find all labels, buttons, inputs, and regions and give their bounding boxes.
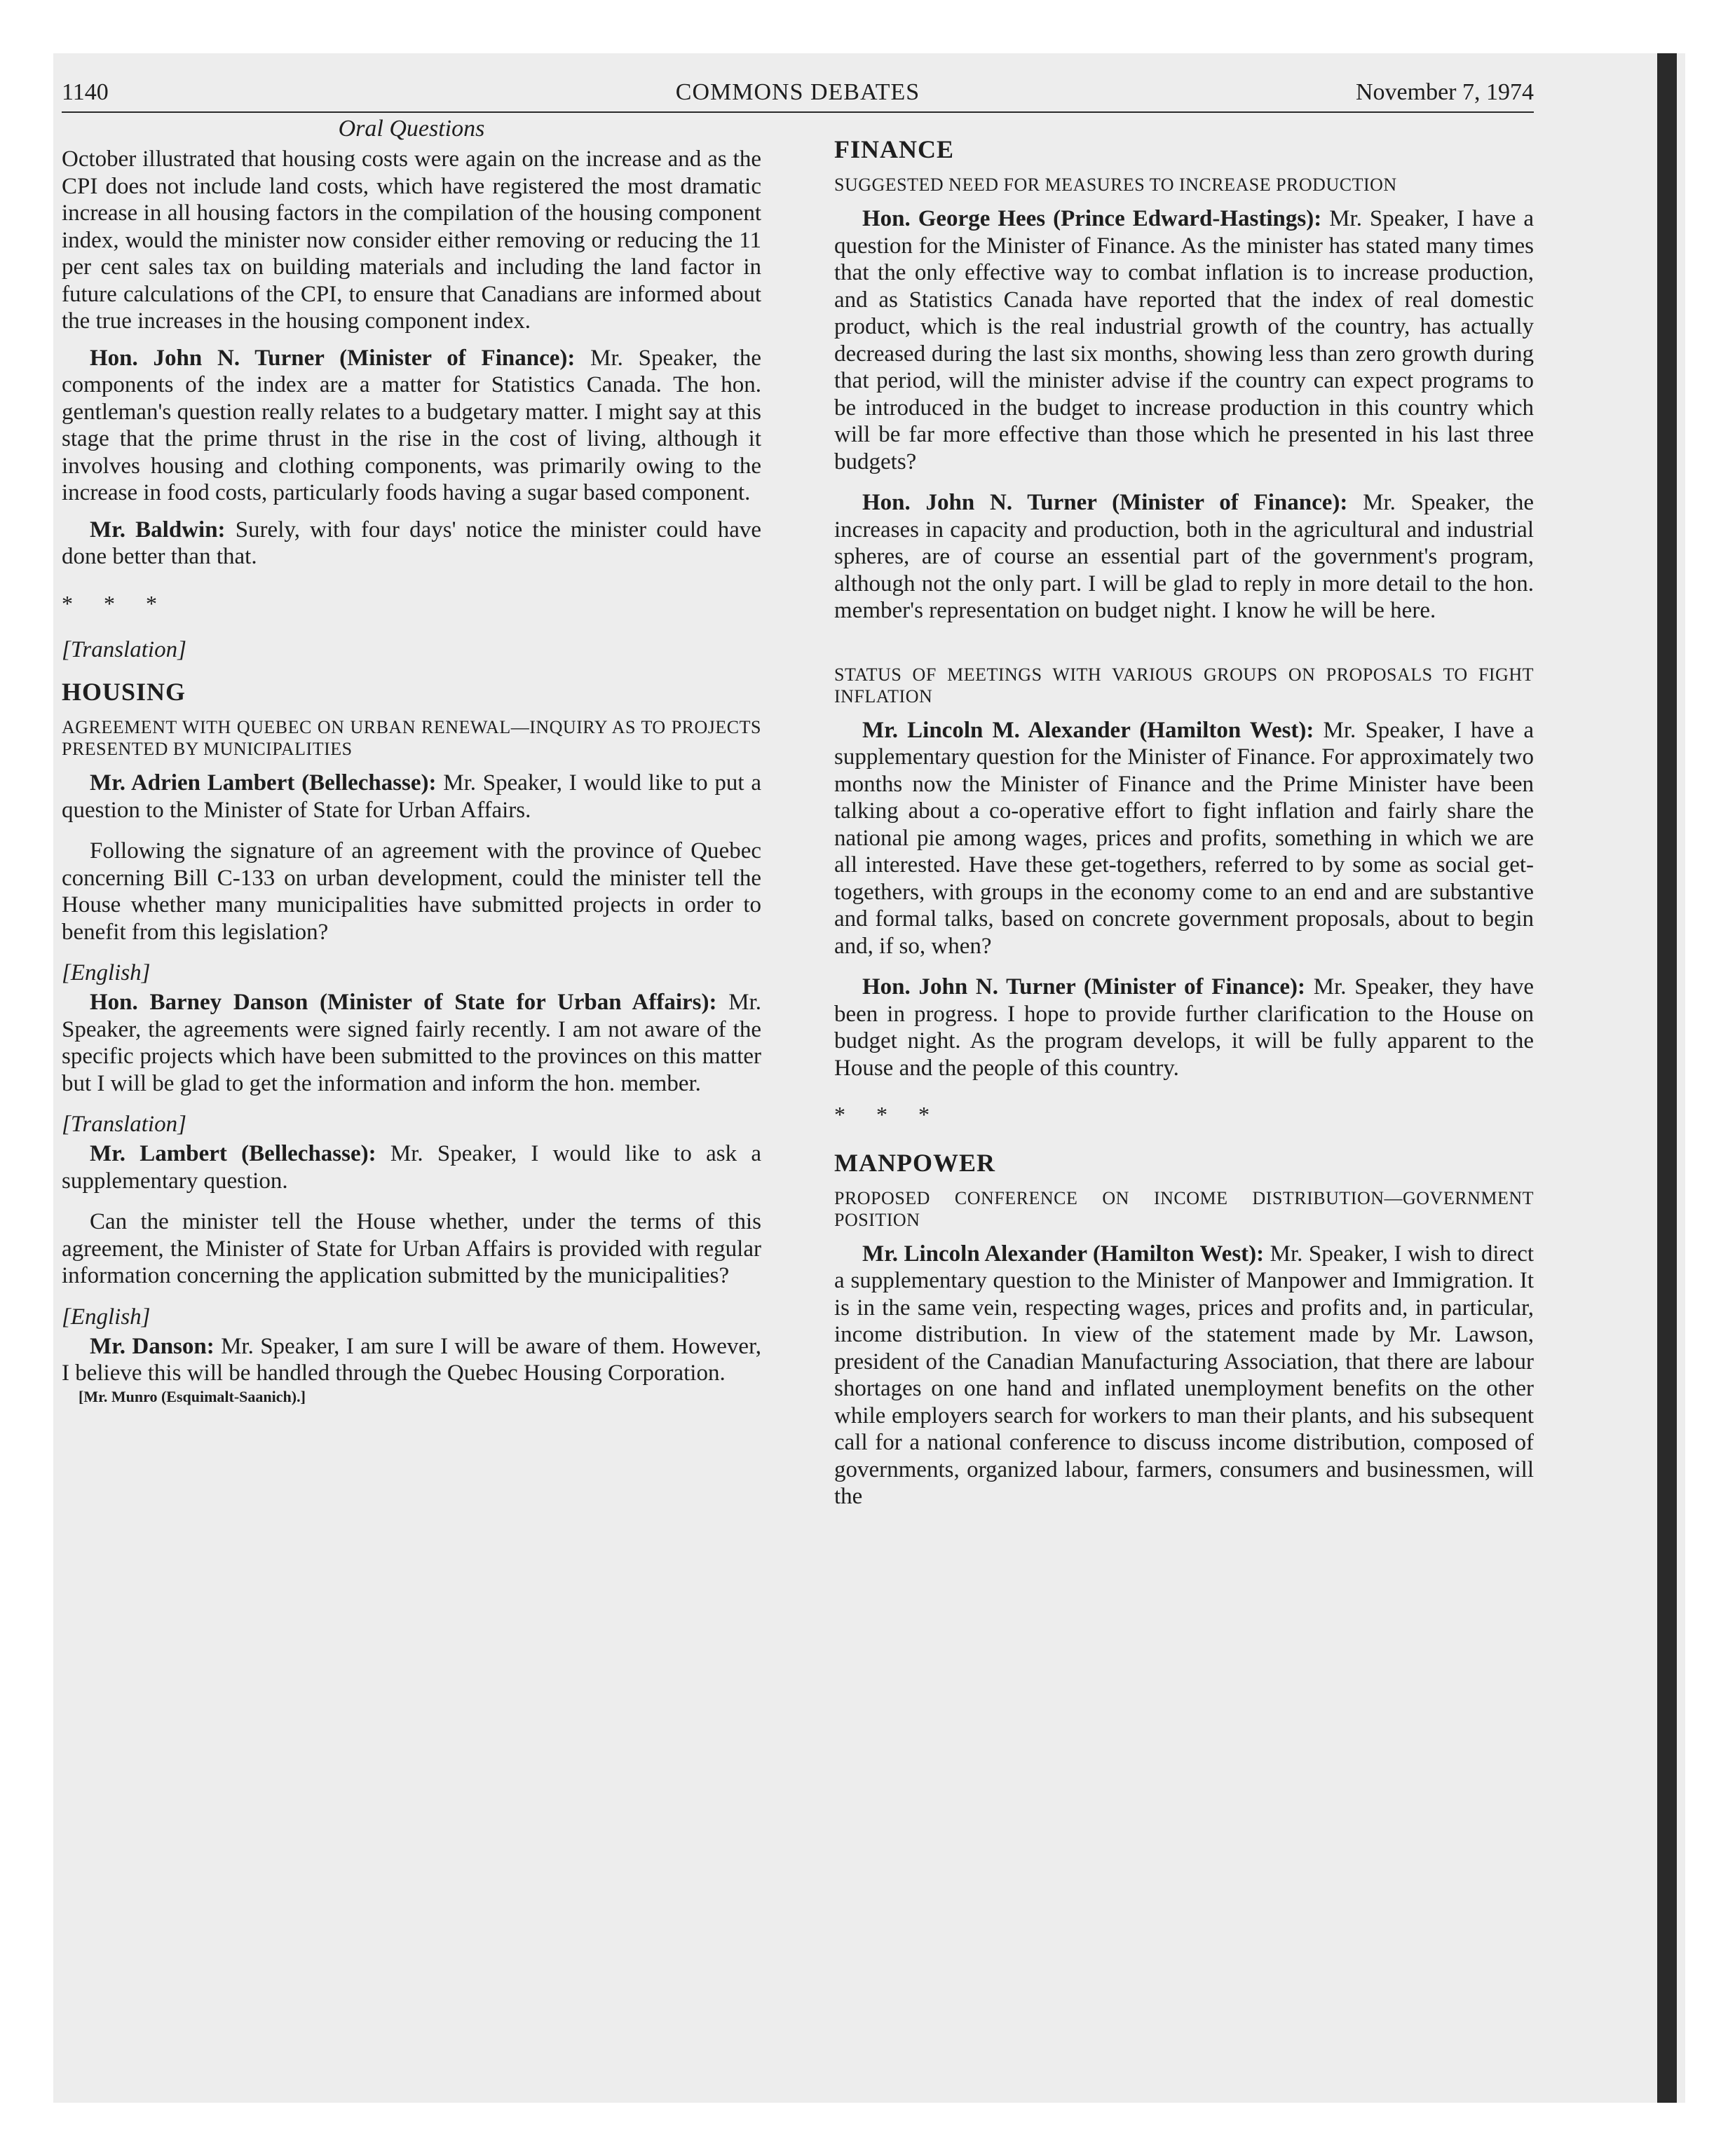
section-subheading: PROPOSED CONFERENCE ON INCOME DISTRIBUTION—GOVERNMENT POSITION	[834, 1187, 1534, 1230]
language-marker: [Translation]	[62, 1112, 186, 1137]
scan-edge-shadow	[1657, 53, 1677, 2103]
paragraph: October illustrated that housing costs were again on the increase and as the CPI does not include land costs, which have registered the most dramatic increase in all housing factors in the compilation of the housing component index, would the minister now consider either removing or reducing the 11 per cent sales tax on building materials and including the land factor in future calculations of the CPI, to ensure that Canadians are informed about the true increases in the housing component index.	[62, 146, 761, 334]
speaker-name: Hon. George Hees (Prince Edward-Hastings):	[862, 206, 1322, 231]
speaker-name: Mr. Adrien Lambert (Bellechasse):	[90, 770, 437, 796]
speaker-name: Mr. Danson:	[90, 1333, 215, 1359]
right-column	[834, 115, 1534, 1510]
speech: Mr. Baldwin: Surely, with four days' notice the minister could have done better than that.	[62, 517, 761, 569]
header-date: November 7, 1974	[1355, 79, 1534, 105]
section-subheading: STATUS OF MEETINGS WITH VARIOUS GROUPS ON PROPOSALS TO FIGHT INFLATION	[834, 664, 1534, 707]
speech: Mr. Adrien Lambert (Bellechasse): Mr. Speaker, I would like to put a question to the Minister of State for Urban Affairs.	[62, 770, 761, 823]
speech: Hon. John N. Turner (Minister of Finance): Mr. Speaker, the increases in capacity and production, both in the agricultural and industrial spheres, are of course an essential part of the government's program, although not the only part. I will be glad to reply in more detail to the hon. member's representation on budget night. I know he will be here.	[834, 490, 1534, 623]
speaker-name: Mr. Lincoln Alexander (Hamilton West):	[862, 1241, 1265, 1267]
paragraph: Following the signature of an agreement with the province of Quebec concerning Bill C-133 on urban development, could the minister tell the House whether many municipalities have submitted projects in order to benefit from this legislation?	[62, 838, 761, 945]
speech: Mr. Lincoln M. Alexander (Hamilton West): Mr. Speaker, I have a supplementary question for the Minister of Finance. For approximately two months now the Minister of Finance and the Prime Minister have been talking about a co-operative effort to fight inflation and fairly share the national pie among wages, prices and profits, something in which we are all interested. Have these get-togethers, referred to by some as social get-togethers, with groups in the economy come to an end and are substantive and formal talks, based on concrete government proposals, about to begin and, if so, when?	[834, 717, 1534, 959]
speaker-name: Hon. John N. Turner (Minister of Finance):	[90, 345, 576, 371]
speech: Mr. Danson: Mr. Speaker, I am sure I will be aware of them. However, I believe this will be handled through the Quebec Housing Corporation.	[62, 1333, 761, 1386]
speaker-name: Hon. John N. Turner (Minister of Finance):	[862, 490, 1348, 515]
speaker-name: Hon. John N. Turner (Minister of Finance):	[862, 974, 1305, 999]
speaker-name: Mr. Lincoln M. Alexander (Hamilton West):	[862, 717, 1314, 743]
speech: Hon. John N. Turner (Minister of Finance): Mr. Speaker, the components of the index are a matter for Statistics Canada. The hon. gentleman's question really relates to a budgetary matter. I might say at this stage that the prime thrust in the rise in the cost of living, although it involves housing and clothing components, was primarily owing to the increase in food costs, particularly foods having a sugar based component.	[62, 345, 761, 505]
speech: Mr. Lambert (Bellechasse): Mr. Speaker, I would like to ask a supplementary question.	[62, 1141, 761, 1194]
footer-note: [Mr. Munro (Esquimalt-Saanich).]	[79, 1387, 306, 1405]
section-heading: MANPOWER	[834, 1148, 995, 1177]
speech: Mr. Lincoln Alexander (Hamilton West): Mr. Speaker, I wish to direct a supplementary question to the Minister of Manpower and Immigration. It is in the same vein, respecting wages, prices and profits and, in particular, income distribution. In view of the statement made by Mr. Lawson, president of the Canadian Manufacturing Association, that there are labour shortages on one hand and inflated unemployment benefits on the other while employers search for workers to man their plants, and his subsequent call for a national conference to discuss income distribution, composed of governments, organized labour, farmers, consumers and businessmen, will the	[834, 1241, 1535, 1509]
speaker-name: Mr. Lambert (Bellechasse):	[90, 1141, 376, 1166]
section-heading: HOUSING	[62, 678, 186, 706]
speech: Hon. George Hees (Prince Edward-Hastings): Mr. Speaker, I have a question for the Minister of Finance. As the minister has stated many times that the only effective way to combat inflation is to increase production, and as Statistics Canada have reported that the index of real domestic product, which is the real industrial growth of the country, has actually decreased during the last six months, showing less than zero growth during that period, will the minister advise if the country can expect programs to be introduced in the budget to increase production in this country which will be far more effective than those which he presented in his last three budgets?	[834, 206, 1534, 475]
speech: Hon. John N. Turner (Minister of Finance): Mr. Speaker, they have been in progress. I hope to provide further clarification to the House on budget night. As the program develops, it will be fully apparent to the House and the people of this country.	[834, 974, 1534, 1081]
header-rule	[62, 111, 1534, 113]
speaker-name: Mr. Baldwin:	[90, 517, 226, 543]
speaker-name: Hon. Barney Danson (Minister of State for Urban Affairs):	[90, 990, 717, 1015]
paragraph: Can the minister tell the House whether, under the terms of this agreement, the Minister of State for Urban Affairs is provided with regular information concerning the application submitted by the municipalities?	[62, 1209, 761, 1288]
section-kicker: Oral Questions	[338, 116, 485, 142]
section-separator: * * *	[62, 590, 170, 616]
section-separator: * * *	[834, 1102, 942, 1127]
language-marker: [English]	[62, 960, 151, 985]
speech: Hon. Barney Danson (Minister of State for Urban Affairs): Mr. Speaker, the agreements were signed fairly recently. I am not aware of the specific projects which have been submitted to the provinces on this matter but I will be glad to get the information and inform the hon. member.	[62, 990, 761, 1096]
page-number: 1140	[62, 79, 109, 105]
language-marker: [English]	[62, 1304, 151, 1330]
left-column	[62, 115, 761, 1407]
running-title: COMMONS DEBATES	[675, 79, 920, 105]
language-marker: [Translation]	[62, 637, 186, 662]
section-subheading: SUGGESTED NEED FOR MEASURES TO INCREASE PRODUCTION	[834, 175, 1397, 195]
section-heading: FINANCE	[834, 135, 955, 163]
section-subheading: AGREEMENT WITH QUEBEC ON URBAN RENEWAL—INQUIRY AS TO PROJECTS PRESENTED BY MUNICIPALITIES	[62, 717, 761, 759]
